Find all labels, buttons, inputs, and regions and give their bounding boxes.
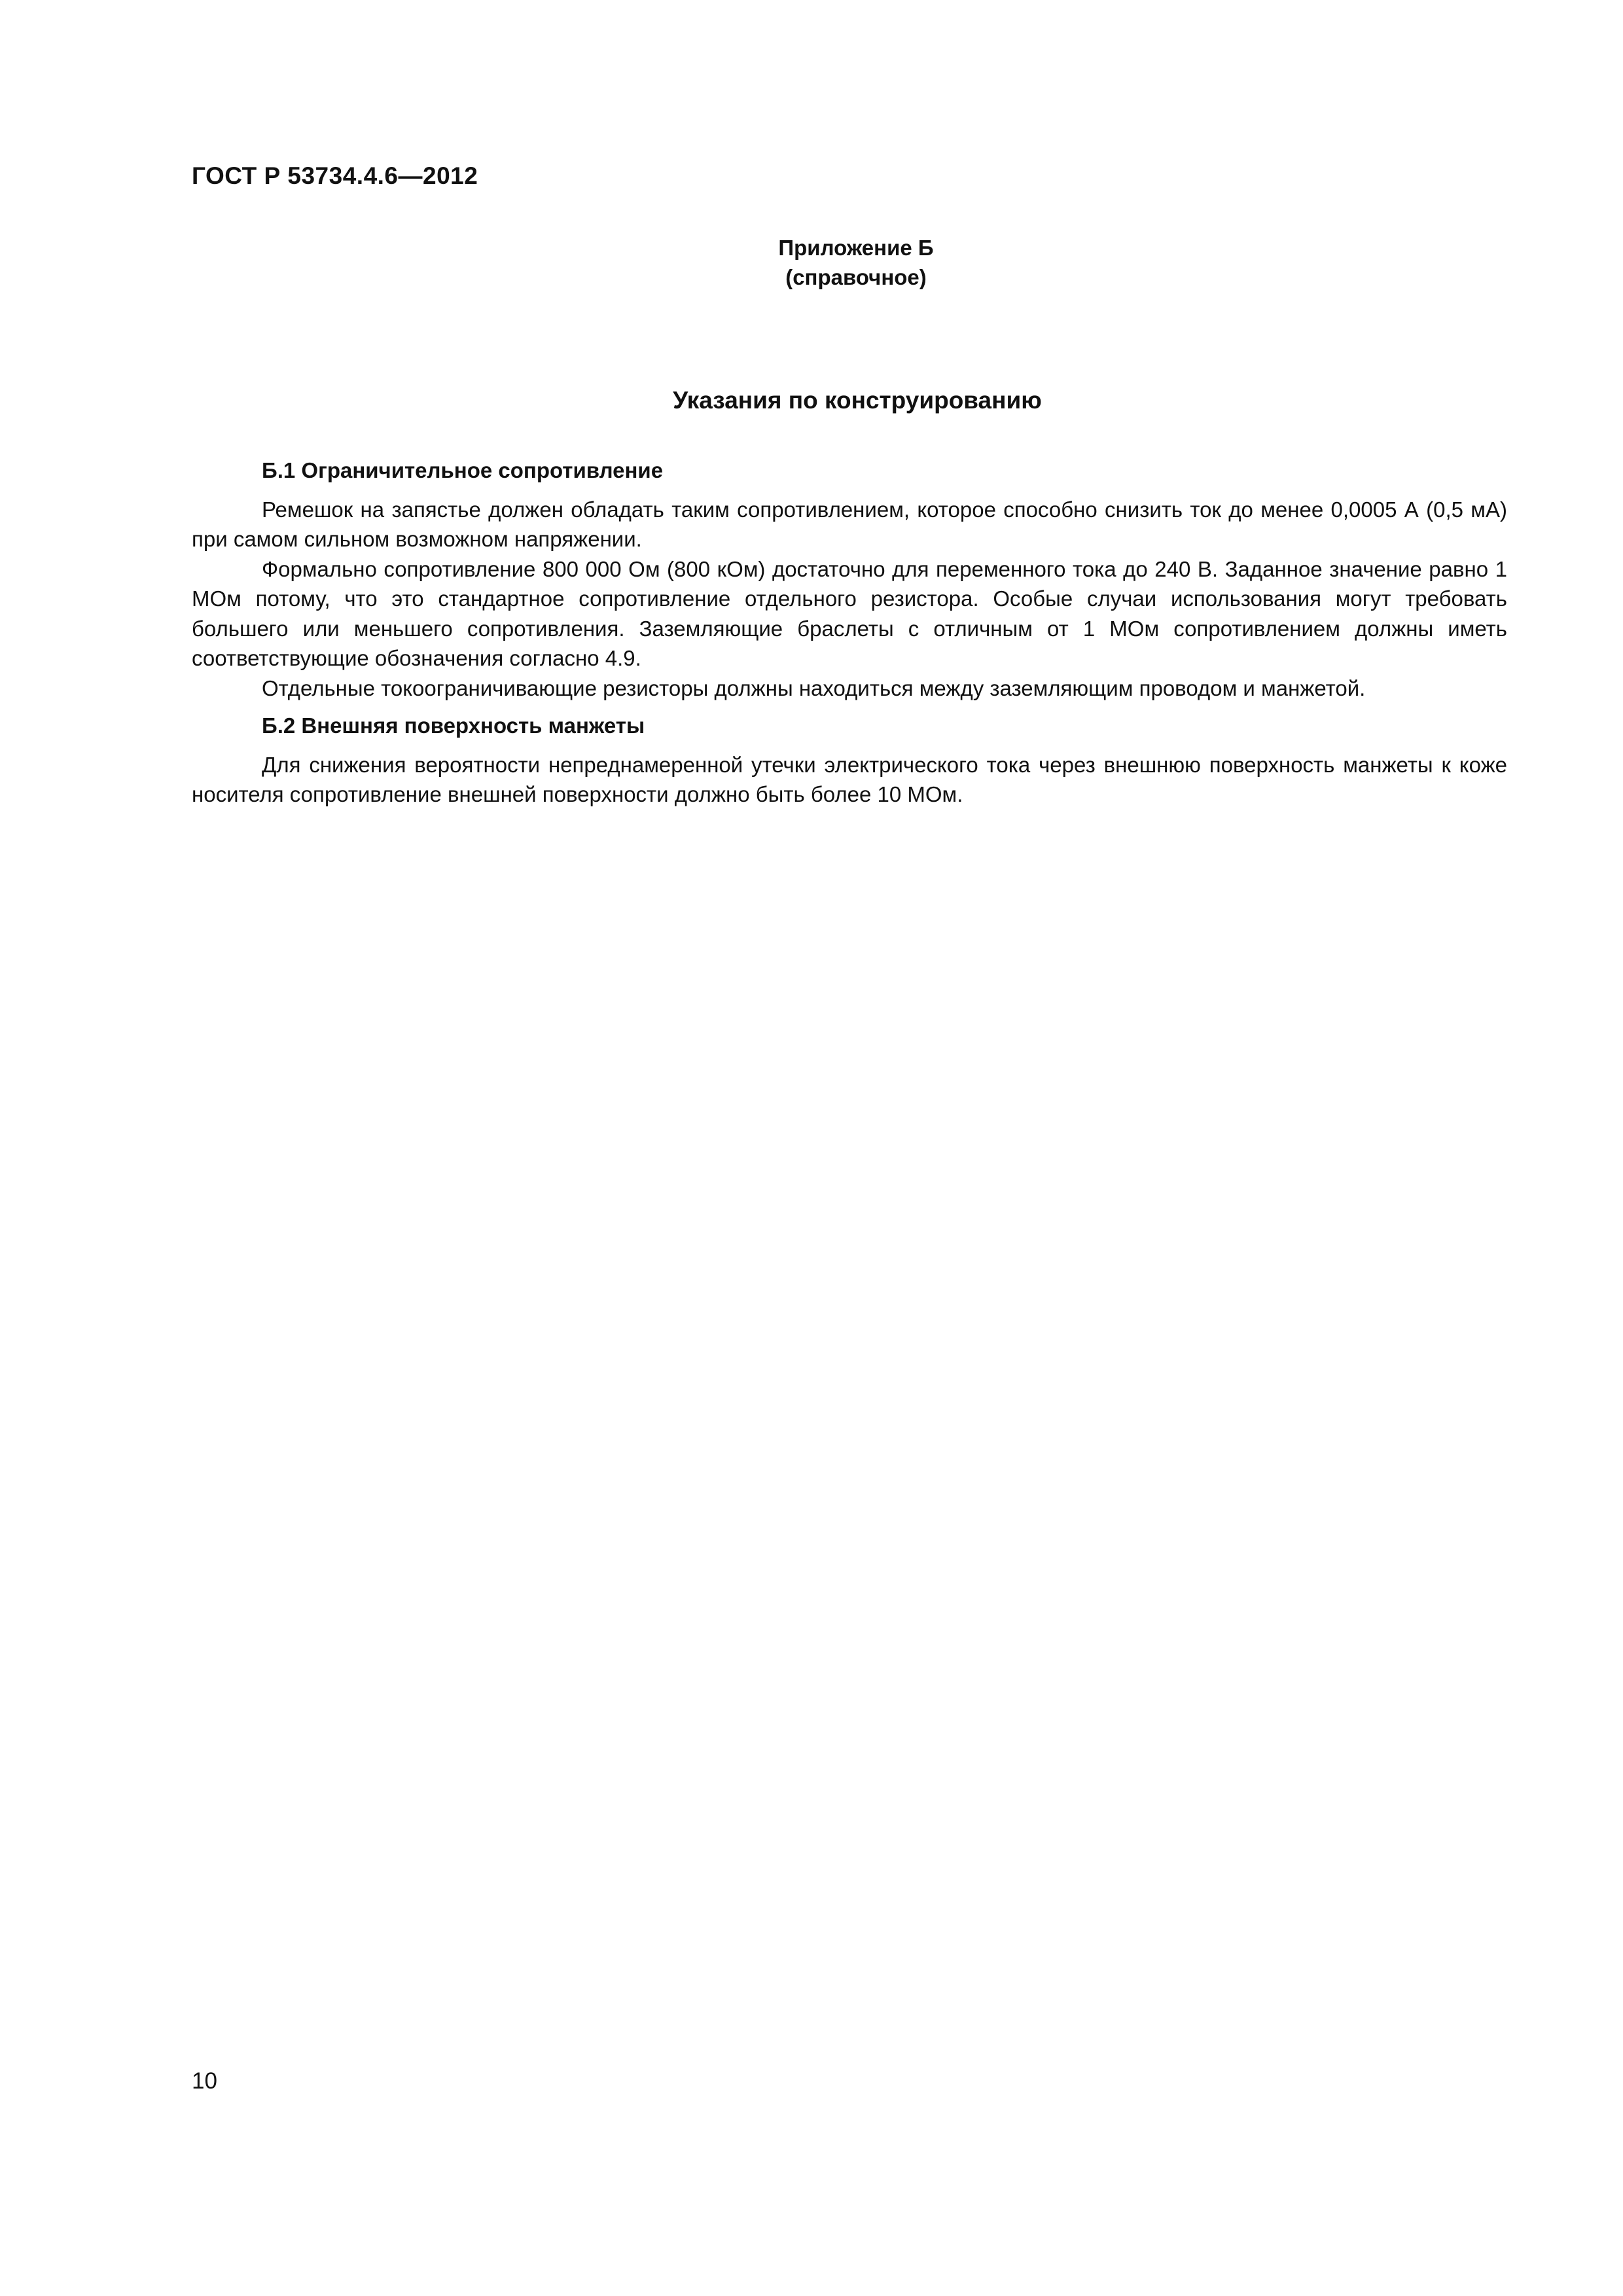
paragraph: Формально сопротивление 800 000 Ом (800 кОм) достаточно для переменного тока до 240 В. Заданное значение равно 1 МОм потому, что это стандартное сопротивление отдельного резистора. Особые случаи использования могут требовать большего или меньшего сопротивления. Заземляющие браслеты с отличным от 1 МОм сопротивлением должны иметь соответствующие обозначения согласно 4.9. xyxy=(192,556,1507,670)
annex-content xyxy=(192,456,1507,810)
section-spacer xyxy=(192,703,1507,711)
paragraph: Отдельные токоограничивающие резисторы должны находиться между заземляющим проводом и манжетой. xyxy=(262,675,1366,700)
page-number: 10 xyxy=(192,2068,217,2094)
paragraph: Для снижения вероятности непреднамеренной утечки электрического тока через внешнюю поверхность манжеты к коже носителя сопротивление внешней поверхности должно быть более 10 МОм. xyxy=(192,752,1507,806)
annex-label: Приложение Б xyxy=(778,236,934,260)
section-heading-b2: Б.2 Внешняя поверхность манжеты xyxy=(262,713,645,738)
annex-label-block xyxy=(660,233,1052,292)
annex-type: (справочное) xyxy=(785,265,927,289)
annex-title: Указания по конструированию xyxy=(673,387,1042,414)
paragraph: Ремешок на запястье должен обладать таким сопротивлением, которое способно снизить ток до менее 0,0005 А (0,5 мА) при самом сильном возможном напряжении. xyxy=(192,497,1507,551)
standard-code-header: ГОСТ Р 53734.4.6—2012 xyxy=(192,162,478,189)
section-heading-b1: Б.1 Ограничительное сопротивление xyxy=(262,458,664,482)
